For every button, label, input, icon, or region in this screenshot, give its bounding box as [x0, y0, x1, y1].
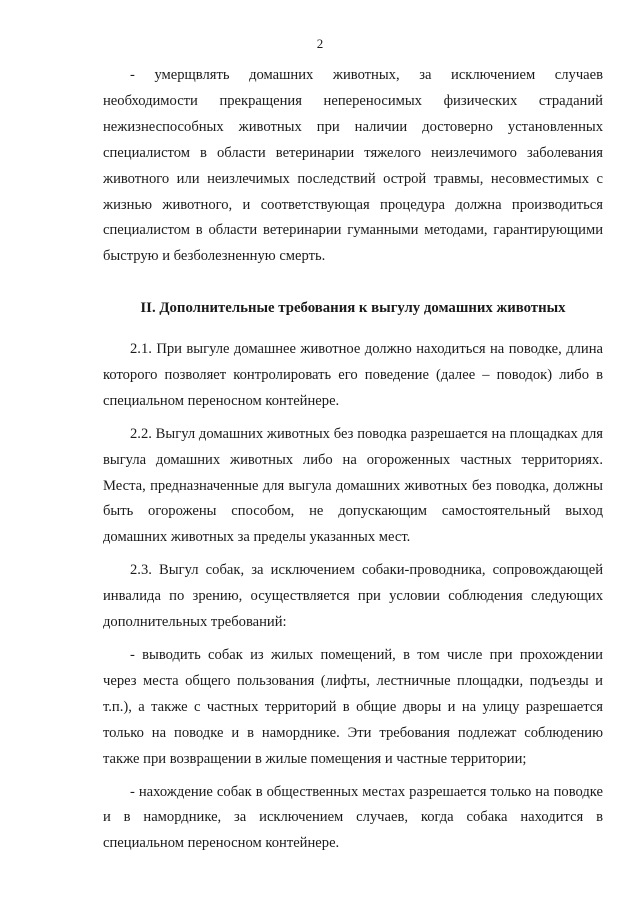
paragraph-2-1: 2.1. При выгуле домашнее животное должно находиться на поводке, длина которого позволяет контролировать его поведение (далее – поводок) либо в специальном переносном контейнере.	[103, 341, 603, 409]
list-item-public-places: - нахождение собак в общественных местах разрешается только на поводке и в наморднике, за исключением случаев, когда собака находится в специальном переносном контейнере.	[103, 783, 603, 852]
section-body	[103, 337, 603, 857]
section-heading: II. Дополнительные требования к выгулу домашних животных	[140, 300, 566, 316]
paragraph-2-3: 2.3. Выгул собак, за исключением собаки-проводника, сопровождающей инвалида по зрению, осуществляется при условии соблюдения следующих дополнительных требований:	[103, 562, 603, 631]
intro-text-block	[103, 63, 603, 270]
intro-paragraph: - умерщвлять домашних животных, за исключением случаев необходимости прекращения непереносимых физических страданий нежизнеспособных животных при наличии достоверно установленных специалистом в области ветеринарии тяжелого неизлечимого заболевания животного или неизлечимых последствий острой травмы, несовместимых с жизнью животного, и соответствующая процедура должна производиться специалистом в области ветеринарии гуманными методами, гарантирующими быструю и безболезненную смерть.	[103, 67, 603, 265]
page-number: 2	[316, 36, 324, 51]
paragraph-2-2: 2.2. Выгул домашних животных без поводка разрешается на площадках для выгула домашних животных либо на огороженных частных территориях. Места, предназначенные для выгула домашних животных без поводка, должны быть огорожены способом, не допускающим самостоятельный выход домашних животных за пределы указанных мест.	[103, 425, 603, 546]
list-item-muzzle-leash: - выводить собак из жилых помещений, в том числе при прохождении через места общего пользования (лифты, лестничные площадки, подъезды и т.п.), а также с частных территорий в общие дворы и на улицу разрешается только на поводке и в наморднике. Эти требования подлежат соблюдению также при возвращении в жилые помещения и частные территории;	[103, 646, 603, 767]
